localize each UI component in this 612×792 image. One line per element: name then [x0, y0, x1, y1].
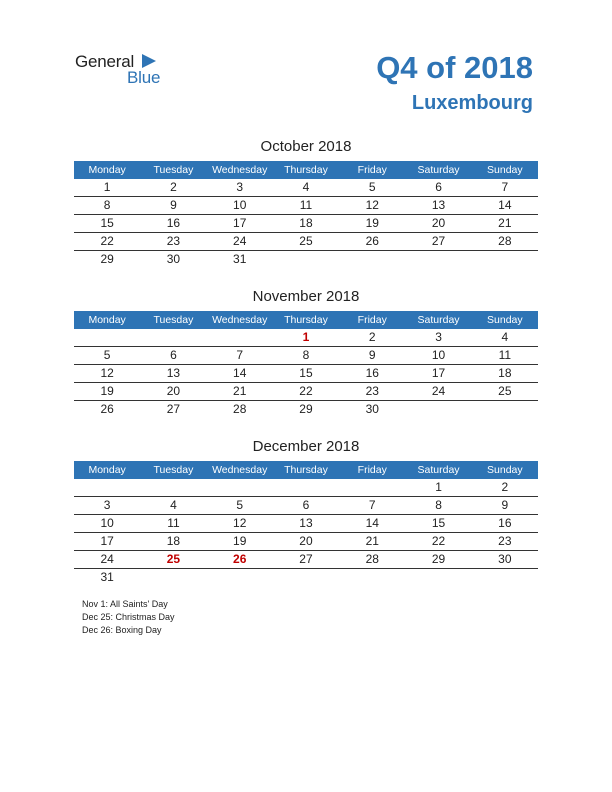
- day-cell: 26: [100, 402, 114, 416]
- day-cell: 10: [431, 348, 446, 362]
- day-cell: 16: [365, 366, 379, 380]
- week-row: [74, 383, 538, 401]
- day-cell: 14: [365, 516, 379, 530]
- day-cell: 8: [103, 198, 111, 212]
- week-row: [74, 365, 538, 383]
- weekday-label: Thursday: [284, 464, 328, 476]
- day-cell: 20: [166, 384, 181, 398]
- day-cell: 15: [299, 366, 313, 380]
- day-cell: 16: [166, 216, 181, 230]
- day-cell: 5: [236, 498, 244, 512]
- day-cell: 21: [233, 384, 247, 398]
- weekday-label: Saturday: [417, 164, 460, 176]
- month-title: November 2018: [252, 288, 360, 305]
- day-cell: 31: [100, 570, 114, 584]
- day-cell: 11: [167, 516, 180, 530]
- weekday-label: Saturday: [417, 464, 460, 476]
- day-cell: 21: [365, 534, 379, 548]
- day-cell: 25: [166, 552, 181, 566]
- day-cell: 3: [435, 330, 442, 344]
- day-cell: [339, 479, 405, 496]
- day-cell: 4: [501, 330, 509, 344]
- day-cell: [472, 569, 538, 586]
- day-cell: 15: [100, 216, 114, 230]
- weekday-label: Tuesday: [153, 464, 194, 476]
- day-cell: 31: [233, 252, 247, 266]
- day-cell: 28: [233, 402, 247, 416]
- day-cell: 22: [431, 534, 446, 548]
- day-cell: 12: [100, 366, 114, 380]
- day-cell: 3: [236, 180, 244, 194]
- week-row: [74, 347, 538, 365]
- day-cell: 17: [100, 534, 114, 548]
- brand-word-blue: Blue: [127, 68, 161, 87]
- day-cell: [405, 569, 471, 586]
- day-cell: [339, 251, 405, 268]
- week-row: [74, 233, 538, 251]
- day-cell: 29: [299, 402, 313, 416]
- weekday-label: Friday: [357, 464, 387, 476]
- day-cell: [74, 479, 140, 496]
- day-cell: 6: [170, 348, 177, 362]
- week-row: [74, 197, 538, 215]
- weekday-header: [74, 461, 538, 479]
- weekday-label: Monday: [88, 464, 126, 476]
- day-cell: 2: [501, 480, 509, 494]
- weekday-label: Tuesday: [153, 164, 194, 176]
- day-cell: 18: [498, 366, 512, 380]
- holiday-note: Dec 25: Christmas Day: [82, 612, 175, 622]
- day-cell: 27: [431, 234, 446, 248]
- day-cell: 1: [302, 330, 310, 344]
- day-cell: 24: [100, 552, 114, 566]
- day-cell: [140, 329, 206, 346]
- day-cell: 30: [498, 552, 512, 566]
- day-cell: 25: [498, 384, 512, 398]
- day-cell: 4: [302, 180, 310, 194]
- day-cell: 1: [435, 480, 442, 494]
- day-cell: 9: [170, 198, 177, 212]
- day-cell: 23: [498, 534, 512, 548]
- weekday-label: Sunday: [487, 314, 523, 326]
- weekday-label: Monday: [88, 314, 126, 326]
- day-cell: [207, 479, 273, 496]
- day-cell: 25: [299, 234, 313, 248]
- day-cell: [140, 569, 206, 586]
- day-cell: 27: [166, 402, 181, 416]
- day-cell: [273, 479, 339, 496]
- weekday-label: Friday: [357, 164, 387, 176]
- day-cell: 4: [170, 498, 177, 512]
- day-cell: [207, 329, 273, 346]
- weekday-label: Tuesday: [153, 314, 194, 326]
- week-row: [74, 569, 538, 586]
- holiday-note: Nov 1: All Saints' Day: [82, 599, 168, 609]
- day-cell: 20: [431, 216, 446, 230]
- day-cell: 8: [435, 498, 442, 512]
- day-cell: 11: [299, 198, 313, 212]
- flag-icon: [142, 54, 156, 68]
- day-cell: 21: [498, 216, 512, 230]
- day-cell: 26: [365, 234, 379, 248]
- day-cell: [472, 251, 538, 268]
- day-cell: 14: [498, 198, 512, 212]
- day-cell: 2: [368, 330, 376, 344]
- brand-word-general: General: [75, 52, 135, 71]
- day-cell: 20: [299, 534, 313, 548]
- month-title: December 2018: [252, 438, 360, 455]
- day-cell: 13: [166, 366, 181, 380]
- month-november: [74, 287, 538, 418]
- day-cell: 7: [501, 180, 509, 194]
- day-cell: 1: [103, 180, 111, 194]
- holiday-notes: [82, 598, 175, 637]
- day-cell: 13: [431, 198, 446, 212]
- weekday-header: [74, 161, 538, 179]
- day-cell: 5: [368, 180, 376, 194]
- day-cell: [339, 569, 405, 586]
- day-cell: 5: [103, 348, 111, 362]
- week-row: [74, 479, 538, 497]
- day-cell: [472, 401, 538, 418]
- day-cell: 28: [365, 552, 379, 566]
- month-title: October 2018: [260, 138, 352, 155]
- month-december: [74, 437, 538, 586]
- day-cell: 11: [498, 348, 512, 362]
- holiday-note: Dec 26: Boxing Day: [82, 625, 162, 635]
- day-cell: 30: [166, 252, 181, 266]
- weekday-label: Wednesday: [212, 164, 268, 176]
- day-cell: 22: [299, 384, 313, 398]
- day-cell: 22: [100, 234, 114, 248]
- day-cell: 19: [233, 534, 247, 548]
- country-name: Luxembourg: [411, 92, 533, 114]
- weekday-label: Thursday: [284, 164, 328, 176]
- day-cell: 19: [365, 216, 379, 230]
- weekday-label: Monday: [88, 164, 126, 176]
- day-cell: 23: [166, 234, 181, 248]
- day-cell: 27: [299, 552, 313, 566]
- weekday-label: Wednesday: [212, 314, 268, 326]
- day-cell: 10: [233, 198, 247, 212]
- day-cell: 29: [431, 552, 446, 566]
- day-cell: 15: [431, 516, 446, 530]
- day-cell: 17: [233, 216, 247, 230]
- week-row: [74, 497, 538, 515]
- day-cell: 14: [233, 366, 247, 380]
- day-cell: 9: [368, 348, 376, 362]
- day-cell: 16: [498, 516, 512, 530]
- day-cell: 26: [233, 552, 247, 566]
- day-cell: [74, 329, 140, 346]
- week-row: [74, 401, 538, 418]
- day-cell: [273, 251, 339, 268]
- day-cell: 6: [302, 498, 310, 512]
- weekday-label: Wednesday: [212, 464, 268, 476]
- weekday-label: Sunday: [487, 464, 523, 476]
- week-row: [74, 251, 538, 268]
- day-cell: 8: [302, 348, 310, 362]
- day-cell: [273, 569, 339, 586]
- day-cell: 9: [501, 498, 509, 512]
- day-cell: 12: [233, 516, 247, 530]
- day-cell: 30: [365, 402, 379, 416]
- page-title: Q4 of 2018: [376, 50, 533, 85]
- day-cell: 3: [103, 498, 111, 512]
- weekday-header: [74, 311, 538, 329]
- weekday-label: Sunday: [487, 164, 523, 176]
- day-cell: 12: [365, 198, 379, 212]
- day-cell: 24: [233, 234, 247, 248]
- day-cell: 13: [299, 516, 313, 530]
- day-cell: 2: [170, 180, 177, 194]
- day-cell: [405, 251, 471, 268]
- day-cell: 24: [431, 384, 446, 398]
- day-cell: 18: [166, 534, 181, 548]
- day-cell: 6: [435, 180, 442, 194]
- day-cell: 10: [100, 516, 114, 530]
- weekday-label: Saturday: [417, 314, 460, 326]
- weekday-label: Thursday: [284, 314, 328, 326]
- week-row: [74, 515, 538, 533]
- week-row: [74, 329, 538, 347]
- day-cell: 23: [365, 384, 379, 398]
- week-row: [74, 215, 538, 233]
- week-row: [74, 551, 538, 569]
- month-october: [74, 137, 538, 268]
- day-cell: [405, 401, 471, 418]
- day-cell: 29: [100, 252, 114, 266]
- brand-logo: [75, 52, 175, 88]
- weekday-label: Friday: [357, 314, 387, 326]
- day-cell: [140, 479, 206, 496]
- week-row: [74, 533, 538, 551]
- day-cell: 17: [431, 366, 446, 380]
- week-row: [74, 179, 538, 197]
- day-cell: 18: [299, 216, 313, 230]
- day-cell: 28: [498, 234, 512, 248]
- day-cell: 7: [236, 348, 244, 362]
- day-cell: 7: [368, 498, 376, 512]
- day-cell: [207, 569, 273, 586]
- day-cell: 19: [100, 384, 114, 398]
